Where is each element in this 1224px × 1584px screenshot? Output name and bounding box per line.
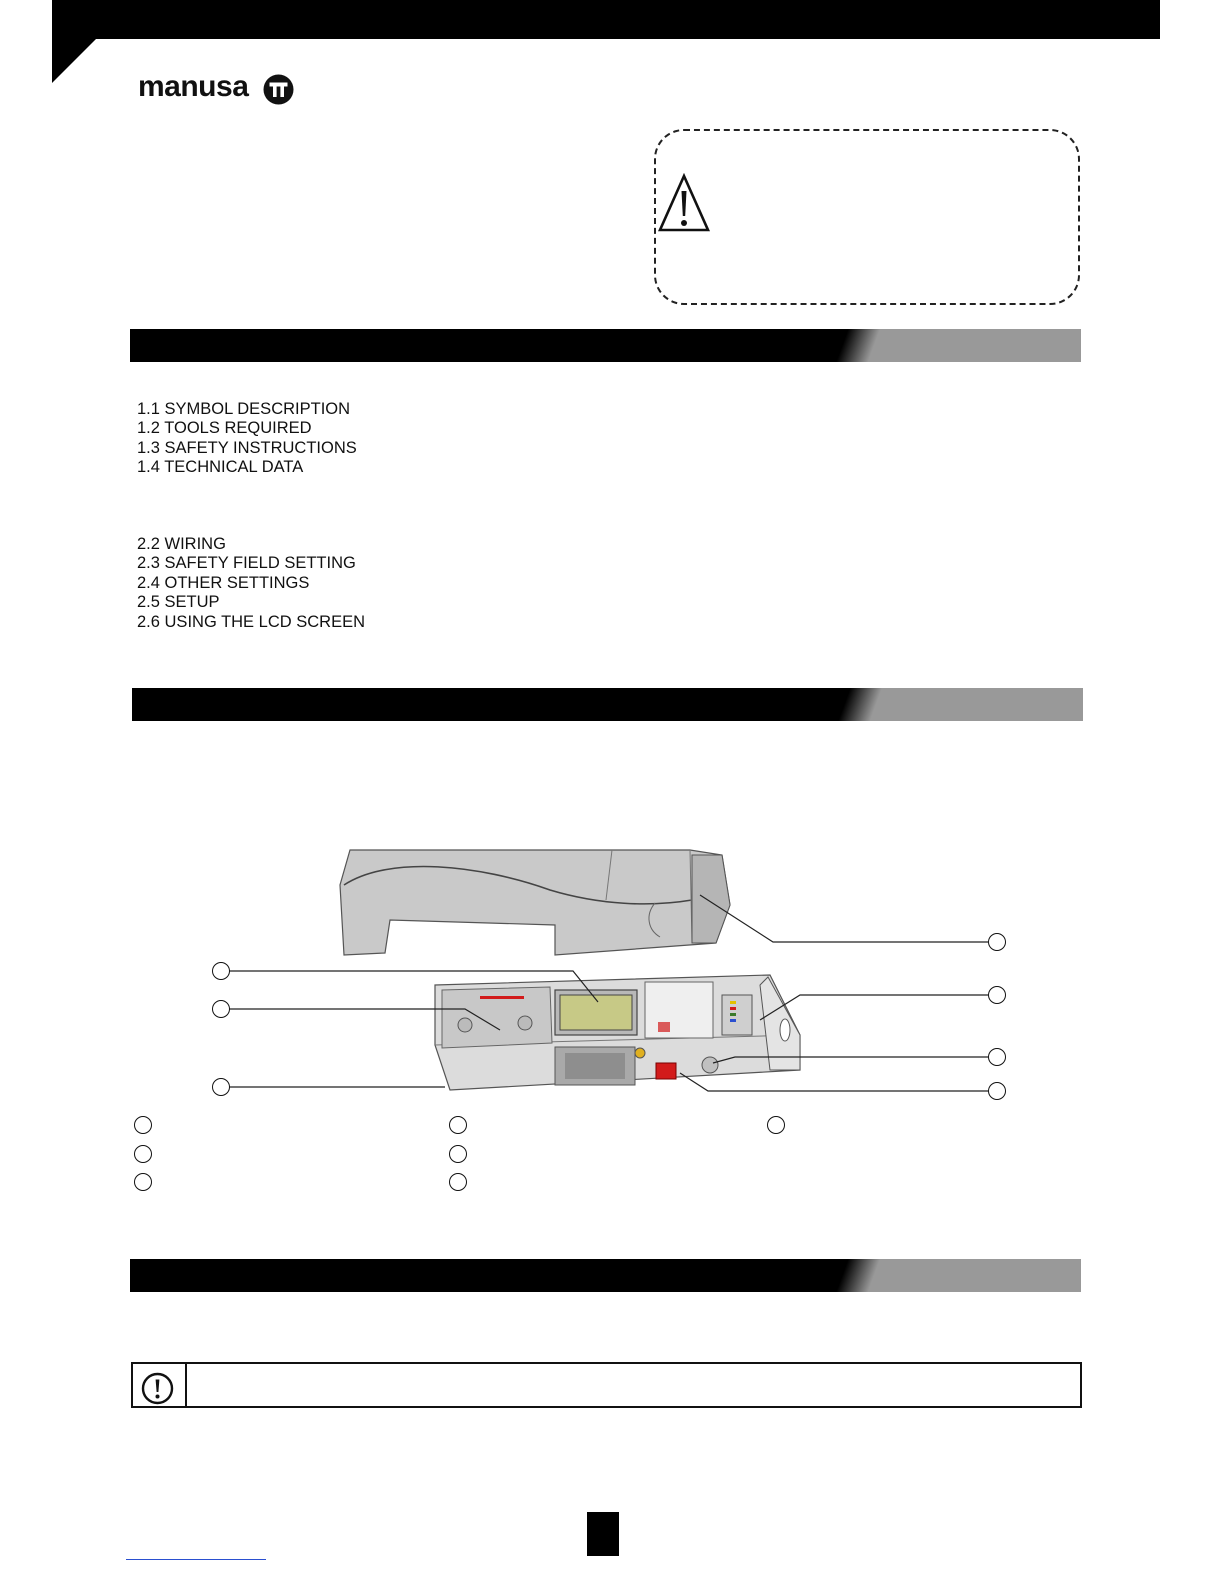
callout-circle (988, 933, 1006, 951)
callout-circle (988, 1082, 1006, 1100)
toc-item[interactable]: 2.3 SAFETY FIELD SETTING (137, 554, 356, 573)
note-box (131, 1362, 1082, 1408)
exclamation-circle-icon (141, 1372, 174, 1405)
warning-box (654, 129, 1080, 305)
toc-item[interactable]: 2.5 SETUP (137, 593, 220, 612)
legend-circle (767, 1116, 785, 1134)
footer-link-underline[interactable] (126, 1559, 266, 1560)
device-cover (340, 850, 730, 955)
sensor-unit-illustration (330, 845, 810, 1115)
toc-item[interactable]: 1.4 TECHNICAL DATA (137, 458, 304, 477)
brand-logo-text: manusa (138, 70, 249, 103)
toc-section-2 (137, 535, 365, 632)
legend-circle (449, 1173, 467, 1191)
legend-circle (449, 1116, 467, 1134)
callout-circle (988, 986, 1006, 1004)
section-bar-3 (130, 1259, 1081, 1292)
toc-section-1 (137, 400, 357, 478)
legend-circle (449, 1145, 467, 1163)
section-bar-1 (130, 329, 1081, 362)
legend-circle (134, 1145, 152, 1163)
section-bar-2 (132, 688, 1083, 721)
callout-circle (212, 962, 230, 980)
callout-circle (212, 1000, 230, 1018)
toc-item[interactable]: 2.6 USING THE LCD SCREEN (137, 612, 366, 631)
legend-circle (134, 1173, 152, 1191)
callout-circle (988, 1048, 1006, 1066)
callout-circle (212, 1078, 230, 1096)
toc-item[interactable]: 1.3 SAFETY INSTRUCTIONS (137, 438, 357, 457)
header-corner (52, 38, 97, 83)
toc-item[interactable]: 2.2 WIRING (137, 535, 226, 553)
toc-item[interactable]: 1.1 SYMBOL DESCRIPTION (137, 400, 351, 418)
legend-circle (134, 1116, 152, 1134)
toc-item[interactable]: 1.2 TOOLS REQUIRED (137, 419, 312, 438)
header-bar (52, 0, 1160, 39)
note-divider (185, 1362, 187, 1408)
toc-item[interactable]: 2.4 OTHER SETTINGS (137, 573, 310, 592)
page-number-block (587, 1512, 619, 1556)
warning-triangle-icon (658, 173, 710, 233)
manusa-circle-logo-icon (263, 74, 294, 105)
device-base (435, 975, 800, 1090)
